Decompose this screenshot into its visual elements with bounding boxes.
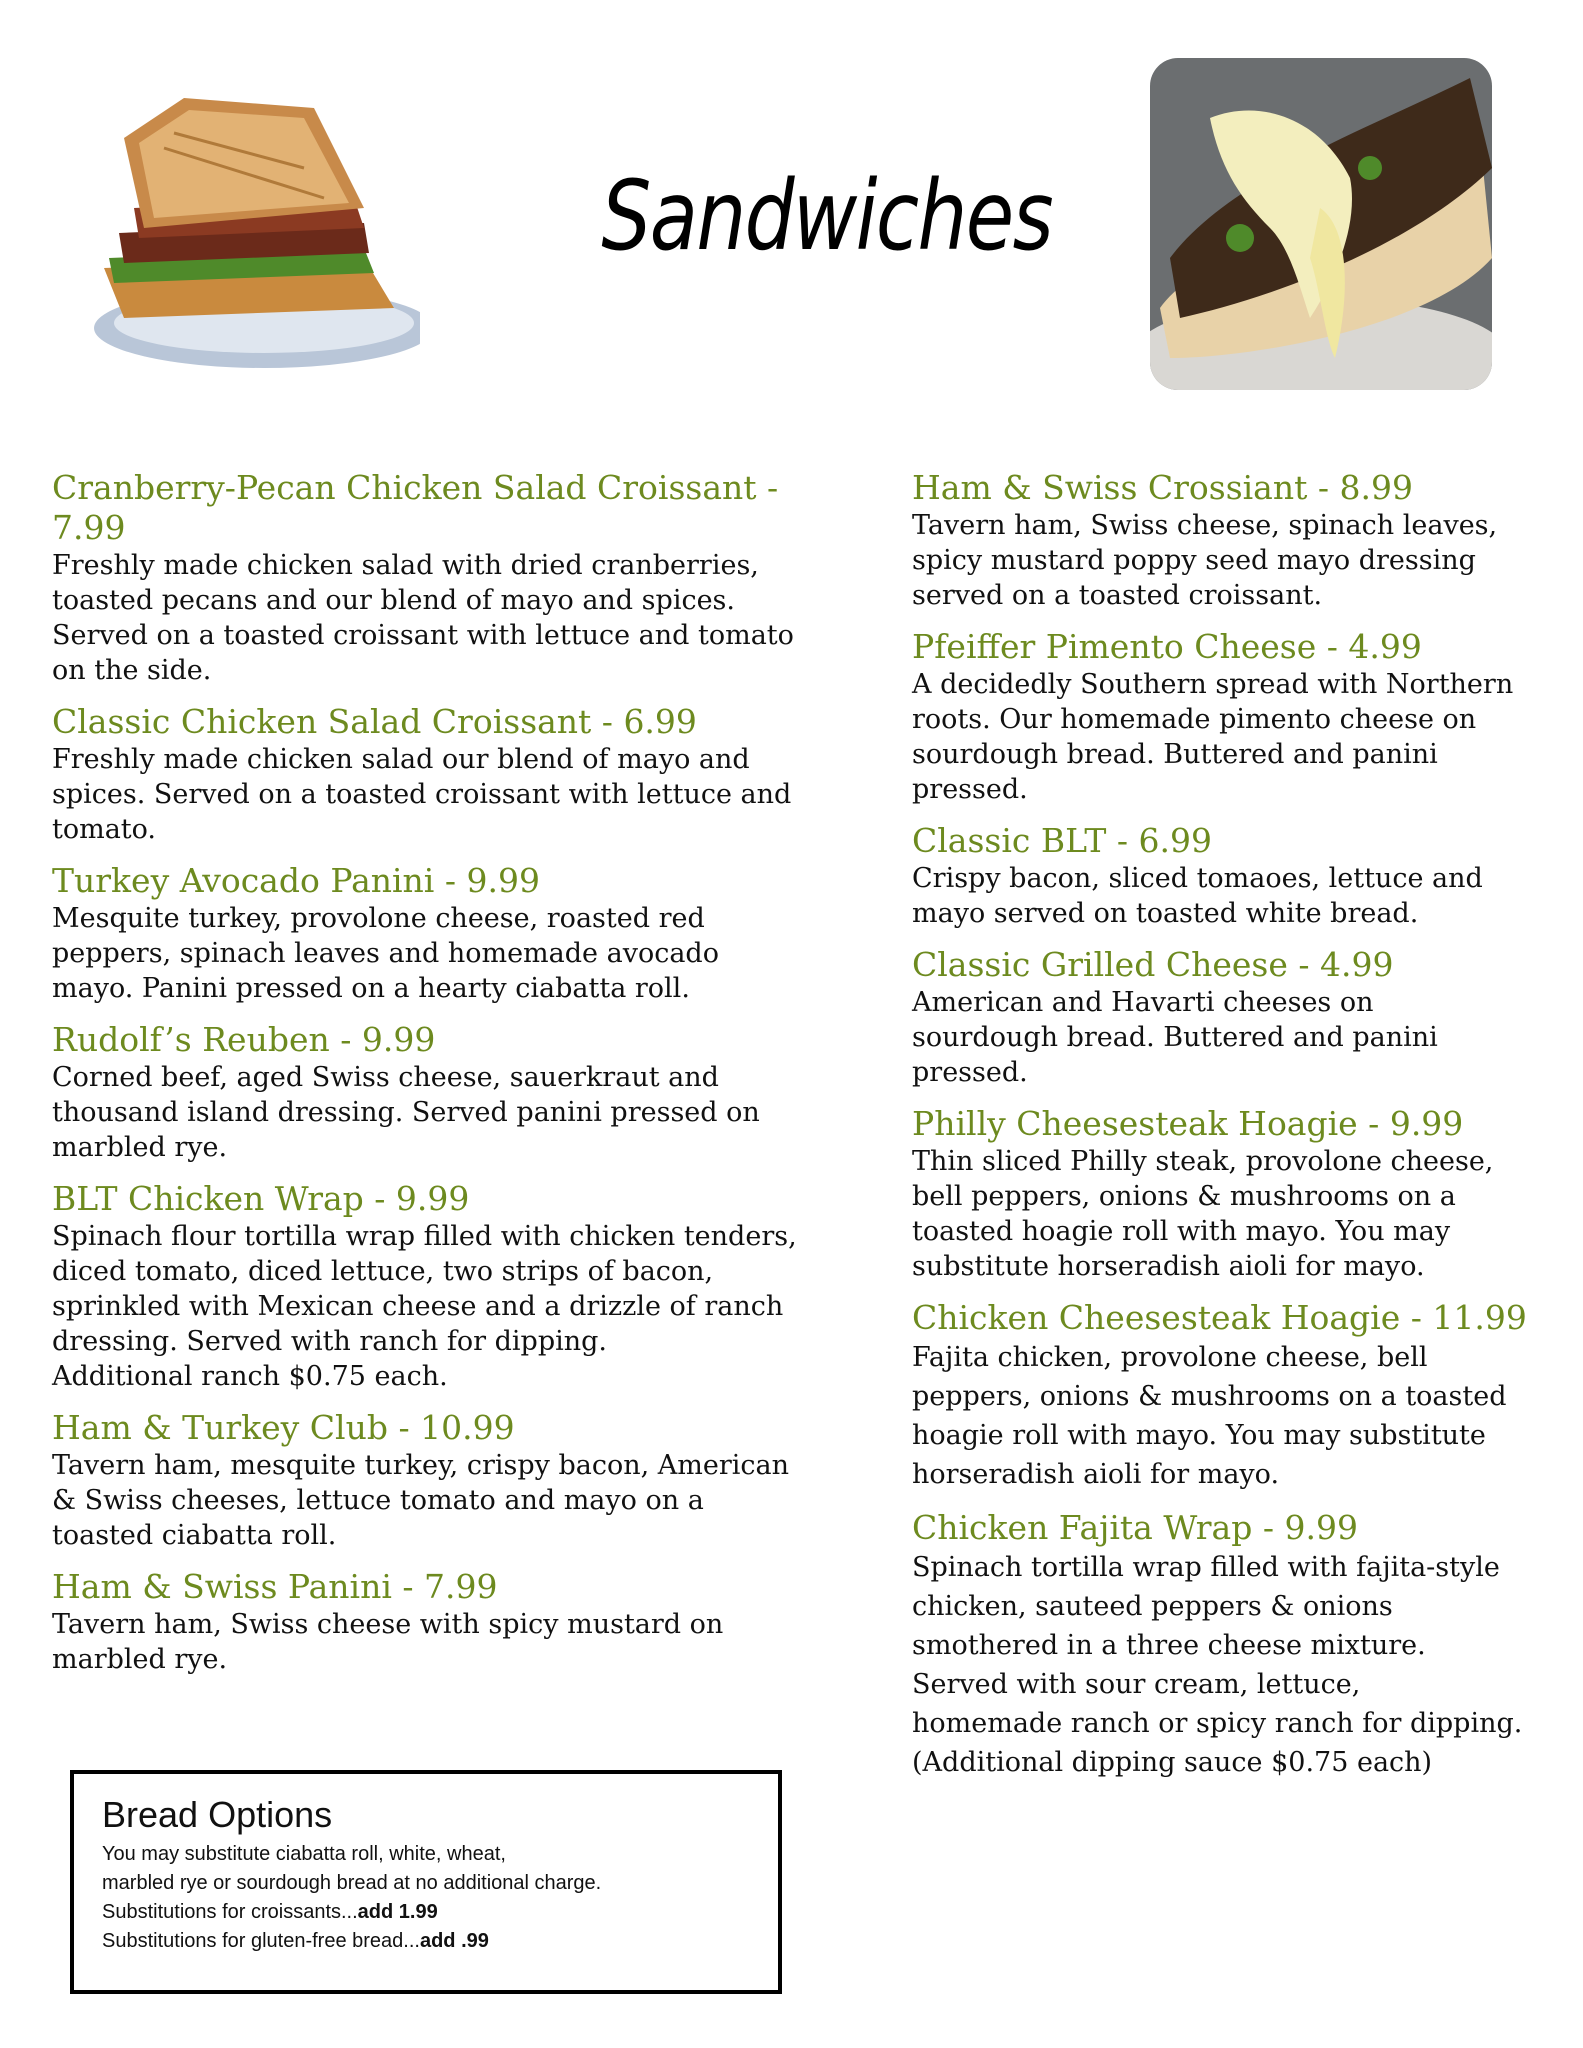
menu-item-name: Cranberry-Pecan Chicken Salad Croissant - 7.99 xyxy=(52,468,779,547)
menu-item-name: Ham & Turkey Club - 10.99 xyxy=(52,1408,515,1447)
menu-item-description: Freshly made chicken salad our blend of mayo and spices. Served on a toasted croissant with lettuce and tomato. xyxy=(52,744,792,845)
blt-sandwich-photo xyxy=(64,58,420,370)
menu-item-name: Classic Grilled Cheese - 4.99 xyxy=(912,945,1394,984)
menu-item xyxy=(52,1567,832,1677)
menu-column-left xyxy=(52,468,832,1691)
bread-options-text: Substitutions for gluten-free bread... xyxy=(102,1930,420,1952)
menu-item-name: Rudolf’s Reuben - 9.99 xyxy=(52,1020,436,1059)
menu-item xyxy=(52,1408,832,1553)
menu-item xyxy=(52,1179,832,1394)
menu-item-name: Ham & Swiss Crossiant - 8.99 xyxy=(912,468,1413,507)
bread-options-price: add 1.99 xyxy=(357,1901,438,1923)
menu-item xyxy=(912,627,1542,807)
cheesesteak-hoagie-photo xyxy=(1150,58,1492,390)
bread-options-line: marbled rye or sourdough bread at no additional charge. xyxy=(102,1872,602,1894)
bread-options-line: You may substitute ciabatta roll, white, wheat, xyxy=(102,1843,506,1865)
bread-options-line xyxy=(102,1927,750,1956)
menu-item-description: American and Havarti cheeses on sourdough bread. Buttered and panini pressed. xyxy=(912,987,1438,1088)
menu-item xyxy=(52,861,832,1006)
menu-item-name: Classic BLT - 6.99 xyxy=(912,821,1212,860)
menu-item-name: Chicken Cheesesteak Hoagie - 11.99 xyxy=(912,1298,1527,1337)
menu-item xyxy=(912,821,1542,931)
menu-item-name: Turkey Avocado Panini - 9.99 xyxy=(52,861,540,900)
menu-item xyxy=(52,1020,832,1165)
menu-item-description: Tavern ham, Swiss cheese, spinach leaves, spicy mustard poppy seed mayo dressing served on a toasted croissant. xyxy=(912,510,1498,611)
menu-item-name: Philly Cheesesteak Hoagie - 9.99 xyxy=(912,1104,1464,1143)
menu-item-description: Spinach flour tortilla wrap filled with chicken tenders, diced tomato, diced lettuce, two strips of bacon, sprinkled with Mexican cheese and a drizzle of ranch dressing. Served with ranch for dipping. Additional ranch $0.75 each. xyxy=(52,1221,797,1392)
menu-item xyxy=(52,702,832,847)
menu-item-description: Spinach tortilla wrap filled with fajita-style chicken, sauteed peppers & onions smothered in a three cheese mixture. Served with sour cream, lettuce, homemade ranch or spicy ranch for dipping. (Additional dipping sauce $0.75 each) xyxy=(912,1552,1523,1778)
menu-item xyxy=(912,1298,1542,1494)
menu-item xyxy=(52,468,832,688)
menu-item xyxy=(912,468,1542,613)
menu-item-description: Tavern ham, mesquite turkey, crispy bacon, American & Swiss cheeses, lettuce tomato and mayo on a toasted ciabatta roll. xyxy=(52,1450,790,1551)
menu-item-description: Corned beef, aged Swiss cheese, sauerkraut and thousand island dressing. Served panini pressed on marbled rye. xyxy=(52,1062,760,1163)
menu-item-name: BLT Chicken Wrap - 9.99 xyxy=(52,1179,470,1218)
bread-options-title: Bread Options xyxy=(102,1794,333,1835)
menu-item-name: Classic Chicken Salad Croissant - 6.99 xyxy=(52,702,697,741)
menu-item-description: Fajita chicken, provolone cheese, bell peppers, onions & mushrooms on a toasted hoagie roll with mayo. You may substitute horseradish aioli for mayo. xyxy=(912,1342,1507,1490)
menu-item xyxy=(912,1104,1542,1284)
menu-item-description: Mesquite turkey, provolone cheese, roasted red peppers, spinach leaves and homemade avocado mayo. Panini pressed on a hearty ciabatta roll. xyxy=(52,903,719,1004)
menu-item-description: Freshly made chicken salad with dried cranberries, toasted pecans and our blend of mayo and spices. Served on a toasted croissant with lettuce and tomato on the side. xyxy=(52,550,794,686)
menu-item xyxy=(912,945,1542,1090)
menu-item-description: Crispy bacon, sliced tomaoes, lettuce and mayo served on toasted white bread. xyxy=(912,863,1483,929)
bread-options-box xyxy=(70,1770,782,1994)
bread-options-text: Substitutions for croissants... xyxy=(102,1901,358,1923)
menu-item xyxy=(912,1508,1542,1782)
page-title: Sandwiches xyxy=(601,160,1052,272)
menu-item-name: Pfeiffer Pimento Cheese - 4.99 xyxy=(912,627,1422,666)
menu-column-right xyxy=(912,468,1542,1796)
menu-item-name: Ham & Swiss Panini - 7.99 xyxy=(52,1567,498,1606)
bread-options-price: add .99 xyxy=(419,1930,489,1952)
cheesesteak-illustration xyxy=(1150,58,1492,390)
bread-options-line xyxy=(102,1898,750,1927)
blt-sandwich-illustration xyxy=(64,58,420,370)
menu-item-name: Chicken Fajita Wrap - 9.99 xyxy=(912,1508,1358,1547)
menu-item-description: A decidedly Southern spread with Northern roots. Our homemade pimento cheese on sourdough bread. Buttered and panini pressed. xyxy=(912,669,1514,805)
menu-item-description: Thin sliced Philly steak, provolone cheese, bell peppers, onions & mushrooms on a toasted hoagie roll with mayo. You may substitute horseradish aioli for mayo. xyxy=(912,1146,1494,1282)
menu-item-description: Tavern ham, Swiss cheese with spicy mustard on marbled rye. xyxy=(52,1609,724,1675)
